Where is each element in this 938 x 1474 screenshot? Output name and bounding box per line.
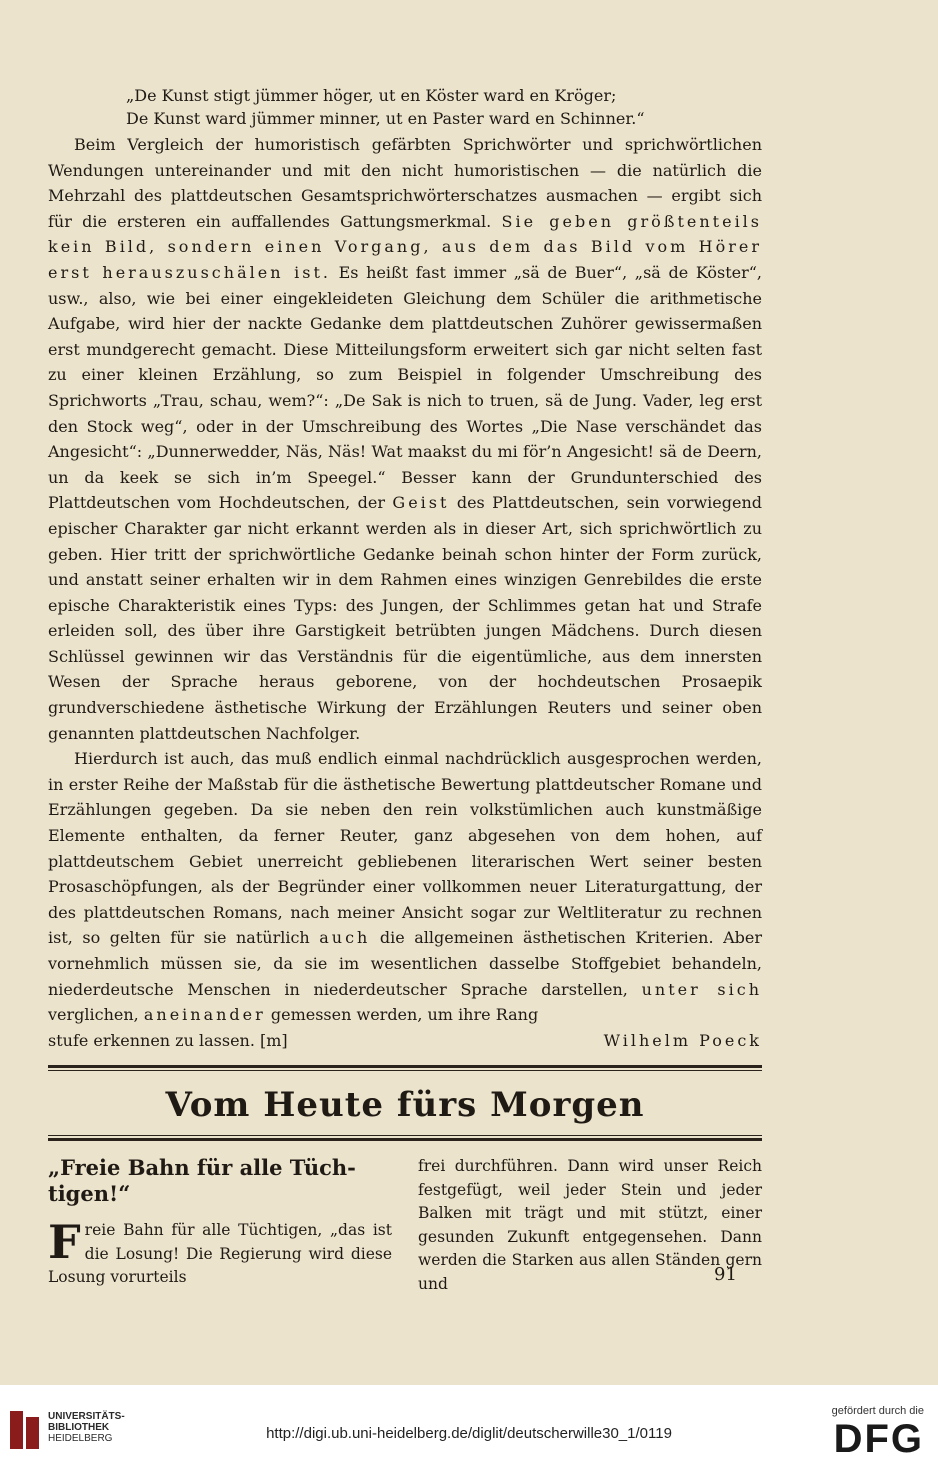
funder-block (832, 1405, 924, 1461)
divider-bottom-thick (48, 1138, 762, 1141)
paragraph-1-text-a: Beim Vergleich der humoristisch gefärbten Sprichwörter und sprichwörtlichen Wendungen untereinander und mit den nicht humoristischen — die natürlich die Mehrzahl des plattdeutschen Gesamtsprichwörterschatzes ausmachen — ergibt sich für die ersteren ein auffallendes Gattungsmerkmal. (48, 135, 762, 231)
article-col2-paragraph: frei durchführen. Dann wird unser Reich festgefügt, weil jeder Stein und jeder Balken mit trägt und mit stützt, einer gesunden Zukunft entgegensehen. Dann werden die Starken aus allen Ständen gern und (418, 1157, 762, 1293)
drop-cap: F (48, 1215, 81, 1270)
paragraph-1 (48, 132, 762, 746)
divider-bottom-thin (48, 1135, 762, 1136)
verse-line-2: De Kunst ward jümmer minner, ut en Paster ward en Schinner.“ (126, 109, 645, 128)
library-name-line-2: BIBLIOTHEK (48, 1422, 110, 1433)
paragraph-2-text-d: gemessen werden, um ihre Rang (265, 1005, 539, 1025)
paragraph-1-text-c: des Plattdeutschen, sein vorwiegend epischer Charakter gar nicht erkannt werden als in dieser Art, sich sprichwörtlich zu geben. Hier tritt der sprichwörtliche Gedanke beinah schon hinter der Form zurück, und anstatt seiner erhalten wir in dem Rahmen eines winzigen Genrebildes die erste epische Charakteristik eines Typs: des Jungen, der Schlimmes getan hat und Strafe erleiden soll, des über ihre Garstigkeit betrübten jungen Mädchens. Durch diesen Schlüssel gewinnen wir das Verständnis für die eigentümliche, aus dem innersten Wesen der Sprache heraus geborene, von der hochdeutschen Prosaepik grundverschiedene ästhetische Wirkung der Erzählungen Reuters und seiner oben genannten plattdeutschen Nachfolger. (48, 493, 762, 743)
article-columns (48, 1155, 762, 1296)
paragraph-2-text-a: Hierdurch ist auch, das muß endlich einmal nachdrücklich ausgesprochen werden, in erster Reihe der Maßstab für die ästhetische Bewertung plattdeutscher Romane und Erzählungen gegeben. Da sie neben den rein volkstümlichen auch kunstmäßige Elemente enthalten, da ferner Reuter, ganz abgesehen von dem hohen, auf plattdeutschem Gebiet unerreicht gebliebenen literarischen Wert seiner besten Prosaschöpfungen, als der Begründer einer vollkommen neuer Literaturgattung, der des plattdeutschen Romans, nach meiner Ansicht sogar zur Weltliteratur zu rechnen ist, so gelten für sie natürlich (48, 749, 762, 948)
verse-quote (48, 84, 762, 130)
article-title: „Freie Bahn für alle Tüchtigen!“ (48, 1155, 356, 1207)
paragraph-2 (48, 746, 762, 1028)
paragraph-2-aneinander: aneinander (143, 1005, 266, 1025)
divider-top-thin (48, 1070, 762, 1071)
paragraph-1-text-b: Es heißt fast immer „sä de Buer“, „sä de Köster“, usw., also, wie bei einer eingekleideten Gleichung dem Schüler die arithmetische Aufgabe, wird hier der nackte Gedanke dem plattdeutschen Zuhörer gewissermaßen erst mundgerecht gemacht. Diese Mitteilungsform erweitert sich gar nicht selten fast zu einer kleinen Erzählung, so zum Beispiel in folgender Umschreibung des Sprichworts „Trau, schau, wem?“: „De Sak is nich to truen, sä de Jung. Vader, leg erst den Stock weg“, oder in der Umschreibung des Wortes „Die Nase verschändet das Angesicht“: „Dunnerwedder, Näs, Näs! Wat maakst du mi för’n Angesicht! sä de Deern, un da keek se sich in’m Speegel.“ Besser kann der Grundunterschied des Plattdeutschen vom Hochdeutschen, der (48, 262, 763, 513)
paragraph-2-unter-sich: unter sich (641, 979, 763, 999)
closing-line (48, 1028, 762, 1054)
paragraph-1-geist: Geist (392, 493, 450, 513)
paragraph-2-auch: auch (319, 928, 371, 948)
page-content (48, 84, 762, 1296)
funded-by-label: gefördert durch die (831, 1405, 924, 1417)
article-col1-text: reie Bahn für alle Tüchtigen, „das ist die Losung! Die Regierung wird diese Losung vorurteils (48, 1221, 392, 1287)
dfg-logo: DFG (833, 1417, 924, 1461)
closing-text: stufe erkennen zu lassen. [m] (48, 1030, 288, 1050)
article-col1-paragraph (48, 1215, 392, 1290)
page-number: 91 (714, 1264, 737, 1285)
section-title: Vom Heute fürs Morgen (165, 1085, 645, 1126)
paragraph-2-text-c: verglichen, (48, 1005, 144, 1025)
article-column-left (48, 1155, 392, 1296)
author-signature: Wilhelm Poeck (603, 1030, 762, 1050)
permalink-url[interactable]: http://digi.ub.uni-heidelberg.de/diglit/deutscherwille30_1/0119 (266, 1425, 672, 1442)
verse-line-1: „De Kunst stigt jümmer höger, ut en Köster ward en Kröger; (126, 86, 617, 105)
digitization-footer (0, 1385, 938, 1474)
library-name-line-3: HEIDELBERG (48, 1433, 113, 1444)
divider-top-thick (48, 1065, 762, 1068)
library-name-line-1: UNIVERSITÄTS- (48, 1411, 125, 1422)
paragraph-2-text-b: die allgemeinen ästhetischen Kriterien. Aber vornehmlich müssen sie, da sie im wesentlichen dasselbe Stoffgebiet behandeln, niederdeutsche Menschen in niederdeutscher Sprache darstellen, (48, 928, 762, 999)
article-column-right (418, 1155, 762, 1296)
paragraph-1-spaced-emphasis: Sie geben größtenteils kein Bild, sondern einen Vorgang, aus dem das Bild vom Hörer erst herauszuschälen ist. (48, 211, 763, 282)
